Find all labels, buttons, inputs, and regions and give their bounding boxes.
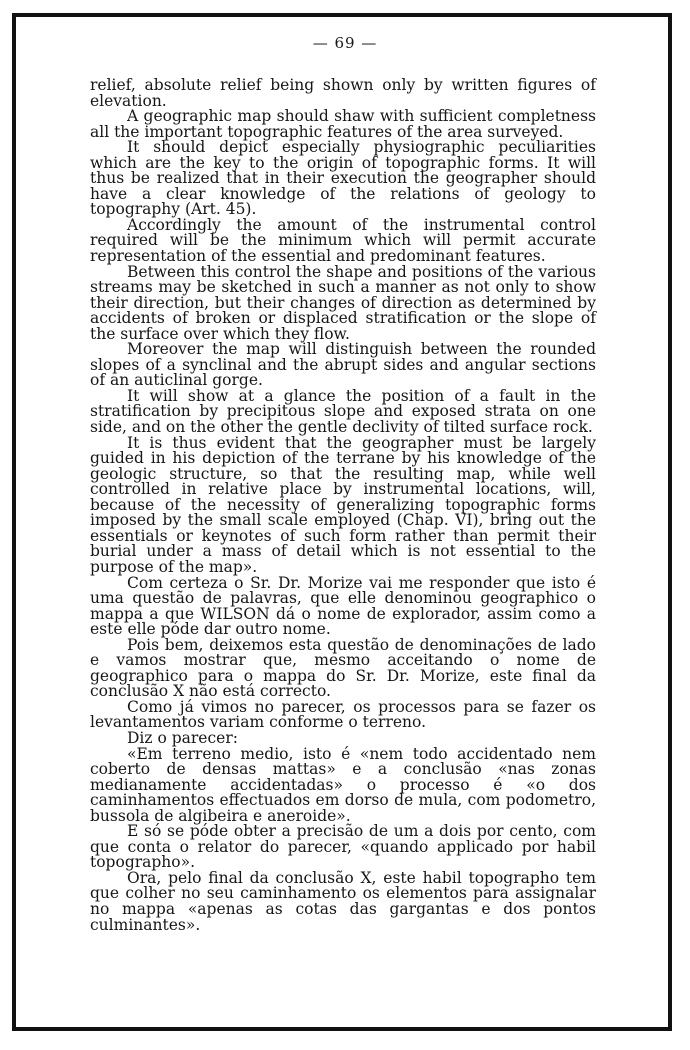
page-number: — 69 — bbox=[312, 34, 378, 52]
paragraph: E só se póde obter a precisão de um a dois por cento, com que conta o relator do parecer, «quando applicado por habil topographo». bbox=[90, 822, 596, 872]
paragraph: It is thus evident that the geographer must be largely guided in his depiction of the terrane by his knowledge of the geologic structure, so that the resulting map, while well controlled in relative place by instrumental locations, will, because of the necessity of generalizing topographic forms imposed by the small scale employed (Chap. VI), bring out the essentials or keynotes of such form rather than permit their burial under a mass of detail which is not essential to the purpose of the map». bbox=[90, 433, 596, 576]
paragraph: It should depict especially physiographic peculiarities which are the key to the origin of topographic forms. It will thus be realized that in their execution the geographer should have a clear knowledge of the relations of geology to topography (Art. 45). bbox=[90, 138, 596, 219]
paragraph: Accordingly the amount of the instrumental control required will be the minimum which will permit accurate representation of the essential and predominant features. bbox=[90, 215, 596, 266]
paragraph: «Em terreno medio, isto é «nem todo accidentado nem coberto de densas mattas» e a conclusão «nas zonas medianamente accidentadas» o processo é «o dos caminhamentos effectuados em dorso de mula, com podometro, bussola de algibeira e aneroide». bbox=[90, 744, 596, 825]
paragraph: Com certeza o Sr. Dr. Morize vai me responder que isto é uma questão de palavras, que elle denominou geographico o mappa a que WILSON dá o nome de explorador, assim como a este elle póde dar outro nome. bbox=[90, 573, 596, 639]
paragraph: relief, absolute relief being shown only by written figures of elevation. bbox=[90, 76, 596, 110]
body-text bbox=[90, 78, 596, 933]
paragraph: Moreover the map will distinguish between the rounded slopes of a synclinal and the abrupt sides and angular sections of an auticlinal gorge. bbox=[90, 340, 596, 390]
paragraph: Between this control the shape and positions of the various streams may be sketched in such a manner as not only to show their direction, but their changes of direction as determined by accidents of broken or displaced stratification or the slope of the surface over which they flow. bbox=[90, 262, 596, 343]
paragraph: Pois bem, deixemos esta questão de denominações de lado e vamos mostrar que, mesmo acceitando o nome de geographico para o mappa do Sr. Dr. Morize, este final da conclusão X não está correcto. bbox=[90, 635, 596, 701]
paragraph: Como já vimos no parecer, os processos para se fazer os levantamentos variam conforme o terreno. bbox=[90, 697, 596, 732]
paragraph: A geographic map should shaw with sufficient completness all the important topographic features of the area surveyed. bbox=[90, 107, 596, 141]
paragraph: It will show at a glance the position of a fault in the stratification by precipitous slope and exposed strata on one side, and on the other the gentle declivity of tilted surface rock. bbox=[90, 386, 596, 437]
paragraph: Ora, pelo final da conclusão X, este habil topographo tem que colher no seu caminhamento os elementos para assignalar no mappa «apenas as cotas das gargantas e dos pontos culminantes». bbox=[90, 868, 596, 934]
paragraph: Diz o parecer: bbox=[127, 728, 238, 747]
